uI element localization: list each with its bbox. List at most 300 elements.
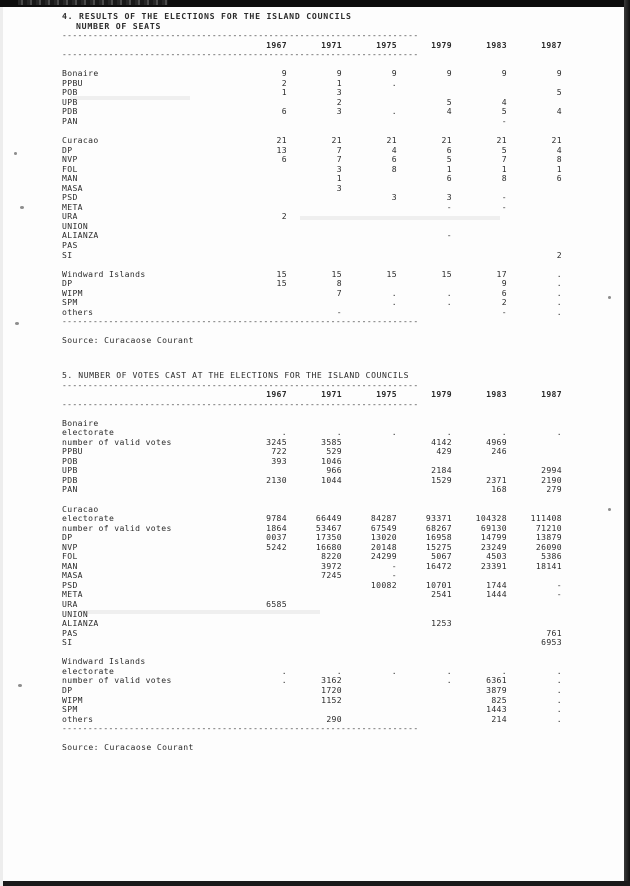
cell-1979: [397, 419, 452, 429]
cell-1971: -: [336, 306, 342, 317]
cell-1971: 9: [336, 68, 342, 79]
cell-1987: .: [556, 306, 562, 317]
cell-1971: [287, 117, 342, 127]
cell-1967: [232, 562, 287, 572]
row-label: electorate: [62, 665, 115, 676]
cell-1979: 4: [446, 106, 452, 117]
cell-1971: [287, 610, 342, 620]
row-group-label: Curacao: [62, 503, 99, 514]
table-row: [62, 222, 562, 232]
cell-1971: 3: [336, 163, 342, 174]
cell-1983: -: [501, 306, 507, 317]
cell-1979: [397, 657, 452, 667]
cell-1975: [342, 619, 397, 629]
cell-1975: [342, 251, 397, 261]
cell-1967: 3245: [266, 436, 287, 447]
cell-1975: [342, 600, 397, 610]
cell-1983: 4: [501, 96, 507, 107]
cell-1971: 1: [336, 77, 342, 88]
cell-1967: 2: [281, 77, 287, 88]
cell-1967: 2: [281, 211, 287, 222]
cell-1967: [232, 610, 287, 620]
cell-1979: [397, 686, 452, 696]
row-label: number of valid votes: [62, 436, 172, 447]
table-row: [62, 590, 562, 600]
table5-body: [62, 419, 562, 725]
cell-1983: [452, 79, 507, 89]
cell-1983: 825: [491, 694, 507, 705]
cell-1979: [397, 629, 452, 639]
cell-1987: [507, 571, 562, 581]
cell-1983: 3879: [486, 684, 507, 695]
cell-1987: [507, 600, 562, 610]
table5-col-1967: 1967: [266, 389, 287, 400]
table5-col-1983: 1983: [486, 389, 507, 400]
cell-1979: 10701: [425, 579, 452, 590]
row-label: URA: [62, 599, 78, 610]
cell-1967: [232, 165, 287, 175]
cell-1983: .: [501, 427, 507, 438]
cell-1983: 214: [491, 713, 507, 724]
table-row: [62, 686, 562, 696]
cell-1979: [397, 308, 452, 318]
cell-1987: -: [556, 589, 562, 600]
cell-1971: 21: [331, 135, 342, 146]
cell-1983: [452, 88, 507, 98]
cell-1971: 2: [336, 96, 342, 107]
table-row: [62, 610, 562, 620]
cell-1987: 1: [556, 163, 562, 174]
table-row: [62, 562, 562, 572]
cell-1979: 6: [446, 173, 452, 184]
cell-1975: .: [391, 665, 397, 676]
cell-1971: 529: [326, 446, 342, 457]
cell-1975: [342, 117, 397, 127]
cell-1971: [287, 619, 342, 629]
cell-1971: 3972: [321, 560, 342, 571]
cell-1971: 1152: [321, 694, 342, 705]
cell-1983: 9: [501, 68, 507, 79]
table-row: [62, 165, 562, 175]
cell-1975: [342, 686, 397, 696]
table4-rule-top: ---------------------------------------------------------------------: [62, 31, 419, 41]
scan-speck: [20, 206, 24, 209]
table-row: [62, 298, 562, 308]
cell-1987: [507, 212, 562, 222]
cell-1979: 16958: [425, 532, 452, 543]
cell-1979: 9: [446, 68, 452, 79]
cell-1975: [342, 638, 397, 648]
row-label: SI: [62, 637, 73, 648]
row-label: NVP: [62, 541, 78, 552]
row-label: electorate: [62, 513, 115, 524]
cell-1975: [342, 438, 397, 448]
cell-1979: [397, 212, 452, 222]
table5-rule-header: ---------------------------------------------------------------------: [62, 399, 419, 409]
cell-1979: 16472: [425, 560, 452, 571]
cell-1987: 279: [546, 484, 562, 495]
table-row: [62, 705, 562, 715]
row-label: PSD: [62, 192, 78, 203]
table4-gap: [62, 60, 562, 70]
cell-1975: [342, 279, 397, 289]
table4-source: Source: Curacaose Courant: [62, 335, 194, 346]
table-row: [62, 146, 562, 156]
cell-1971: 17350: [315, 532, 342, 543]
cell-1967: [232, 289, 287, 299]
cell-1971: .: [336, 427, 342, 438]
cell-1975: [342, 629, 397, 639]
row-group-label: Windward Islands: [62, 656, 146, 667]
cell-1983: -: [501, 192, 507, 203]
row-label: electorate: [62, 427, 115, 438]
cell-1967: 6585: [266, 599, 287, 610]
cell-1971: [287, 241, 342, 251]
cell-1987: 4: [556, 106, 562, 117]
cell-1983: 1444: [486, 589, 507, 600]
cell-1967: 5242: [266, 541, 287, 552]
cell-1979: 15: [441, 268, 452, 279]
table-row: [62, 715, 562, 725]
cell-1983: 23391: [480, 560, 507, 571]
table5-rule-top: ---------------------------------------------------------------------: [62, 380, 419, 390]
table4-col-1987: 1987: [541, 39, 562, 50]
row-label: UNION: [62, 220, 89, 231]
cell-1979: [397, 117, 452, 127]
cell-1967: [232, 222, 287, 232]
cell-1983: .: [501, 665, 507, 676]
table5-header-blank: [62, 390, 232, 400]
cell-1983: 21: [496, 135, 507, 146]
cell-1979: [397, 715, 452, 725]
cell-1987: 2190: [541, 474, 562, 485]
row-label: PSD: [62, 579, 78, 590]
cell-1975: [342, 308, 397, 318]
cell-1987: .: [556, 704, 562, 715]
cell-1971: 15: [331, 268, 342, 279]
cell-1971: [287, 222, 342, 232]
table-row: [62, 231, 562, 241]
cell-1987: [507, 438, 562, 448]
cell-1983: 6: [501, 287, 507, 298]
cell-1967: [232, 251, 287, 261]
table-row: [62, 638, 562, 648]
cell-1967: 722: [271, 446, 287, 457]
cell-1967: .: [281, 675, 287, 686]
cell-1975: 9: [391, 68, 397, 79]
cell-1967: [232, 308, 287, 318]
cell-1987: [507, 193, 562, 203]
cell-1987: 4: [556, 144, 562, 155]
cell-1967: 1: [281, 87, 287, 98]
table-row: [62, 98, 562, 108]
cell-1979: [397, 79, 452, 89]
cell-1967: [232, 715, 287, 725]
cell-1983: 2371: [486, 474, 507, 485]
group-spacer: [62, 126, 562, 136]
cell-1979: 15275: [425, 541, 452, 552]
table4-rule-header: ---------------------------------------------------------------------: [62, 50, 419, 60]
row-label: URA: [62, 211, 78, 222]
table5-source: Source: Curacaose Courant: [62, 742, 194, 753]
row-label: PDB: [62, 474, 78, 485]
cell-1987: 26090: [535, 541, 562, 552]
cell-1979: 4142: [431, 436, 452, 447]
cell-1987: 2: [556, 249, 562, 260]
row-label: PAS: [62, 240, 78, 251]
row-label: DP: [62, 684, 73, 695]
cell-1979: [397, 600, 452, 610]
table-row: [62, 476, 562, 486]
cell-1967: 21: [276, 135, 287, 146]
cell-1987: .: [556, 694, 562, 705]
cell-1987: 6953: [541, 637, 562, 648]
cell-1967: [232, 98, 287, 108]
scan-speck: [608, 508, 611, 511]
cell-1983: [452, 457, 507, 467]
cell-1967: [232, 485, 287, 495]
cell-1987: 9: [556, 68, 562, 79]
cell-1987: [507, 79, 562, 89]
cell-1975: -: [391, 570, 397, 581]
cell-1979: 1253: [431, 618, 452, 629]
group-spacer: [62, 495, 562, 505]
cell-1975: 13020: [370, 532, 397, 543]
cell-1967: [232, 419, 287, 429]
table5-title: 5. NUMBER OF VOTES CAST AT THE ELECTIONS FOR THE ISLAND COUNCILS: [62, 370, 410, 380]
cell-1971: [287, 212, 342, 222]
cell-1979: [397, 696, 452, 706]
table4-header: [62, 41, 562, 51]
cell-1971: 1046: [321, 455, 342, 466]
cell-1967: 9: [281, 68, 287, 79]
cell-1987: 2994: [541, 465, 562, 476]
cell-1971: 290: [326, 713, 342, 724]
row-label: ALIANZA: [62, 230, 99, 241]
table-row: [62, 457, 562, 467]
row-label: MAN: [62, 173, 78, 184]
row-label: META: [62, 589, 83, 600]
page-edge-bottom: [0, 881, 630, 886]
cell-1971: [287, 251, 342, 261]
cell-1987: .: [556, 268, 562, 279]
cell-1971: 8: [336, 278, 342, 289]
cell-1967: .: [281, 427, 287, 438]
row-label: PAN: [62, 484, 78, 495]
cell-1979: [397, 251, 452, 261]
table-row: [62, 203, 562, 213]
cell-1979: 1: [446, 163, 452, 174]
table4-body: [62, 69, 562, 317]
cell-1967: [232, 696, 287, 706]
cell-1975: 24299: [370, 551, 397, 562]
cell-1975: [342, 88, 397, 98]
row-label: DP: [62, 532, 73, 543]
cell-1983: 4969: [486, 436, 507, 447]
row-label: SPM: [62, 704, 78, 715]
cell-1987: .: [556, 287, 562, 298]
cell-1967: 15: [276, 278, 287, 289]
cell-1983: 2: [501, 297, 507, 308]
cell-1971: 53467: [315, 522, 342, 533]
cell-1983: 1443: [486, 704, 507, 715]
cell-1983: [452, 600, 507, 610]
scan-speck: [14, 152, 17, 155]
section-gap: [62, 346, 562, 365]
cell-1967: [232, 203, 287, 213]
cell-1983: 17: [496, 268, 507, 279]
cell-1979: 5: [446, 96, 452, 107]
cell-1987: -: [556, 579, 562, 590]
cell-1979: [397, 241, 452, 251]
cell-1987: [507, 610, 562, 620]
cell-1987: 111408: [530, 513, 562, 524]
cell-1971: [287, 298, 342, 308]
cell-1971: [287, 419, 342, 429]
cell-1967: 15: [276, 268, 287, 279]
cell-1987: .: [556, 675, 562, 686]
cell-1987: .: [556, 278, 562, 289]
row-label: PPBU: [62, 77, 83, 88]
cell-1983: [452, 251, 507, 261]
cell-1987: 18141: [535, 560, 562, 571]
cell-1987: 761: [546, 627, 562, 638]
cell-1979: [397, 279, 452, 289]
cell-1971: 7: [336, 154, 342, 165]
cell-1987: 6: [556, 173, 562, 184]
cell-1987: [507, 117, 562, 127]
cell-1971: 16680: [315, 541, 342, 552]
row-label: NVP: [62, 154, 78, 165]
table-row: [62, 184, 562, 194]
row-label: WIPM: [62, 287, 83, 298]
cell-1983: 9: [501, 278, 507, 289]
table-row: [62, 657, 562, 667]
cell-1971: [287, 590, 342, 600]
cell-1967: [232, 174, 287, 184]
cell-1983: [452, 657, 507, 667]
cell-1967: [232, 193, 287, 203]
cell-1971: [287, 581, 342, 591]
table-row: [62, 279, 562, 289]
cell-1979: .: [446, 427, 452, 438]
cell-1975: [342, 476, 397, 486]
cell-1975: 6: [391, 154, 397, 165]
cell-1971: [287, 485, 342, 495]
cell-1975: 10082: [370, 579, 397, 590]
cell-1971: 7: [336, 144, 342, 155]
table5-rule-bottom: ---------------------------------------------------------------------: [62, 724, 419, 734]
cell-1967: 393: [271, 455, 287, 466]
cell-1983: 1: [501, 163, 507, 174]
row-label: UPB: [62, 465, 78, 476]
cell-1983: -: [501, 115, 507, 126]
cell-1967: [232, 241, 287, 251]
cell-1975: [342, 705, 397, 715]
cell-1979: .: [446, 287, 452, 298]
cell-1967: [232, 629, 287, 639]
table-row: [62, 485, 562, 495]
cell-1987: .: [556, 427, 562, 438]
cell-1979: -: [446, 201, 452, 212]
scan-header-smudge: [18, 0, 168, 5]
table-row: [62, 447, 562, 457]
table-row: [62, 174, 562, 184]
row-label: POB: [62, 455, 78, 466]
table-row: [62, 193, 562, 203]
table4-rule-bottom: ---------------------------------------------------------------------: [62, 317, 419, 327]
scan-speck: [608, 296, 611, 299]
cell-1987: [507, 222, 562, 232]
cell-1987: [507, 447, 562, 457]
cell-1979: -: [446, 230, 452, 241]
table-row: [62, 251, 562, 261]
cell-1971: 3: [336, 182, 342, 193]
row-label: PAS: [62, 627, 78, 638]
row-label: DP: [62, 144, 73, 155]
cell-1971: 3: [336, 106, 342, 117]
cell-1971: 1720: [321, 684, 342, 695]
cell-1983: [452, 231, 507, 241]
cell-1975: [342, 419, 397, 429]
row-group-label: Windward Islands: [62, 268, 146, 279]
cell-1971: [287, 629, 342, 639]
table5-col-1987: 1987: [541, 389, 562, 400]
cell-1983: [452, 629, 507, 639]
cell-1975: 4: [391, 144, 397, 155]
cell-1987: 8: [556, 154, 562, 165]
table4-col-1983: 1983: [486, 39, 507, 50]
cell-1975: 21: [386, 135, 397, 146]
cell-1975: 3: [391, 192, 397, 203]
row-label: number of valid votes: [62, 675, 172, 686]
cell-1983: 7: [501, 154, 507, 165]
table-row: [62, 136, 562, 146]
scan-speck: [15, 322, 19, 325]
table4-col-1975: 1975: [376, 39, 397, 50]
cell-1975: [342, 174, 397, 184]
table5-col-1971: 1971: [321, 389, 342, 400]
cell-1983: [452, 619, 507, 629]
cell-1983: 104328: [475, 513, 507, 524]
cell-1979: 1529: [431, 474, 452, 485]
cell-1967: [232, 686, 287, 696]
cell-1979: [397, 485, 452, 495]
cell-1975: [342, 610, 397, 620]
cell-1975: -: [391, 560, 397, 571]
cell-1971: 1: [336, 173, 342, 184]
cell-1975: 8: [391, 163, 397, 174]
row-label: SPM: [62, 297, 78, 308]
cell-1971: 8220: [321, 551, 342, 562]
cell-1975: [342, 447, 397, 457]
cell-1983: 69130: [480, 522, 507, 533]
cell-1987: .: [556, 713, 562, 724]
cell-1979: .: [446, 665, 452, 676]
table5-header: [62, 390, 562, 400]
cell-1975: [342, 98, 397, 108]
cell-1983: [452, 241, 507, 251]
cell-1983: [452, 419, 507, 429]
cell-1983: 5: [501, 106, 507, 117]
cell-1967: 1864: [266, 522, 287, 533]
cell-1979: 2541: [431, 589, 452, 600]
cell-1987: .: [556, 684, 562, 695]
cell-1979: 2184: [431, 465, 452, 476]
cell-1975: [342, 203, 397, 213]
cell-1967: [232, 571, 287, 581]
cell-1987: 13879: [535, 532, 562, 543]
